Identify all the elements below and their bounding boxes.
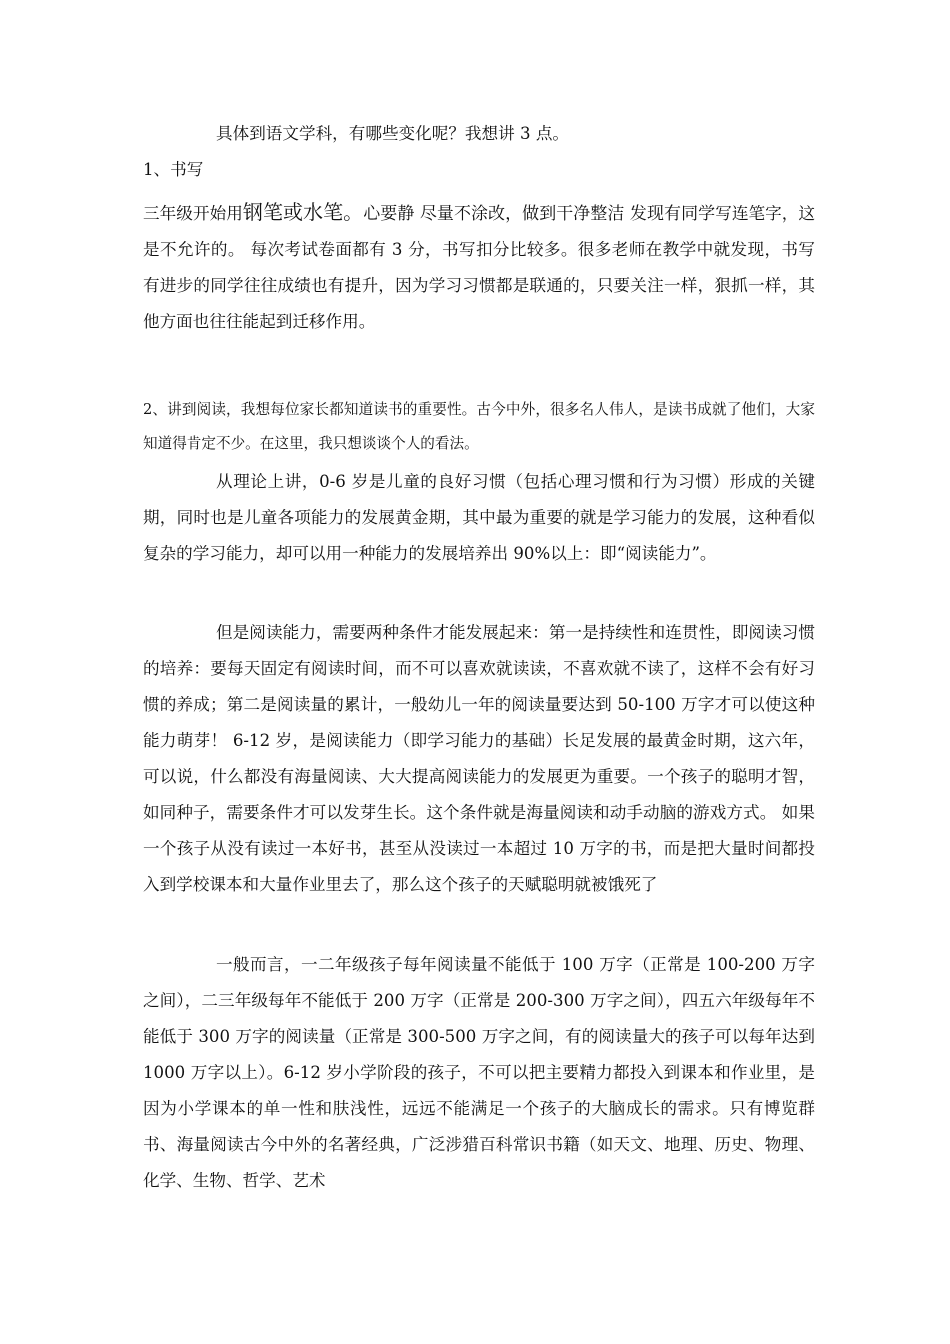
section-1-mid: 心要静 尽量不涂改，做到干净整洁 发现有同学 <box>363 204 716 224</box>
intro-paragraph: 具体到语文学科，有哪些变化呢？我想讲 3 点。 <box>216 124 570 143</box>
section-1-rest: 写连笔字，这是不允许的。 每次考试卷面都有 3 分，书写扣分比较多。很多老师在教学中就发现，书写有进步的同学往往成绩也有提升，因为学习习惯都是联通的，只要关注一样，狠抓一样，其他方面也往往能起到迁移作用。 <box>143 204 816 331</box>
section-1-highlight: 钢笔或水笔。 <box>242 200 364 224</box>
section-1-paragraph <box>143 194 815 340</box>
reading-conditions-paragraph: 但是阅读能力，需要两种条件才能发展起来：第一是持续性和连贯性，即阅读习惯的培养：要每天固定有阅读时间，而不可以喜欢就读读，不喜欢就不读了，这样不会有好习惯的养成；第二是阅读量的累计，一般幼儿一年的阅读量要达到 50-100 万字才可以使这种能力萌芽！ 6-12 岁，是阅读能力（即学习能力的基础）长足发展的最黄金时期，这六年，可以说，什么都没有海量阅读、大大提高阅读能力的发展更为重要。一个孩子的聪明才智，如同种子，需要条件才可以发芽生长。这个条件就是海量阅读和动手动脑的游戏方式。 如果一个孩子从没有读过一本好书，甚至从没读过一本超过 10 万字的书，而是把大量时间都投入到学校课本和大量作业里去了，那么这个孩子的天赋聪明就被饿死了 <box>143 623 815 894</box>
section-1-lead: 三年级开始用 <box>143 204 243 223</box>
section-1-heading: 1、书写 <box>143 160 204 179</box>
reading-theory-paragraph: 从理论上讲，0-6 岁是儿童的良好习惯（包括心理习惯和行为习惯）形成的关键期，同时也是儿童各项能力的发展黄金期，其中最为重要的就是学习能力的发展，这种看似复杂的学习能力，却可以用一种能力的发展培养出 90%以上：即“阅读能力”。 <box>143 472 815 563</box>
section-2-intro: 2、讲到阅读，我想每位家长都知道读书的重要性。古今中外，很多名人伟人，是读书成就了他们，大家知道得肯定不少。在这里，我只想谈谈个人的看法。 <box>143 401 815 452</box>
reading-volume-paragraph: 一般而言，一二年级孩子每年阅读量不能低于 100 万字（正常是 100-200 万字之间），二三年级每年不能低于 200 万字（正常是 200-300 万字之间），四五六年级每年不能低于 300 万字的阅读量（正常是 300-500 万字之间，有的阅读量大的孩子可以每年达到 1000 万字以上）。6-12 岁小学阶段的孩子，不可以把主要精力都投入到课本和作业里，是因为小学课本的单一性和肤浅性，远远不能满足一个孩子的大脑成长的需求。只有博览群书、海量阅读古今中外的名著经典，广泛涉猎百科常识书籍（如天文、地理、历史、物理、化学、生物、哲学、艺术 <box>143 955 815 1190</box>
